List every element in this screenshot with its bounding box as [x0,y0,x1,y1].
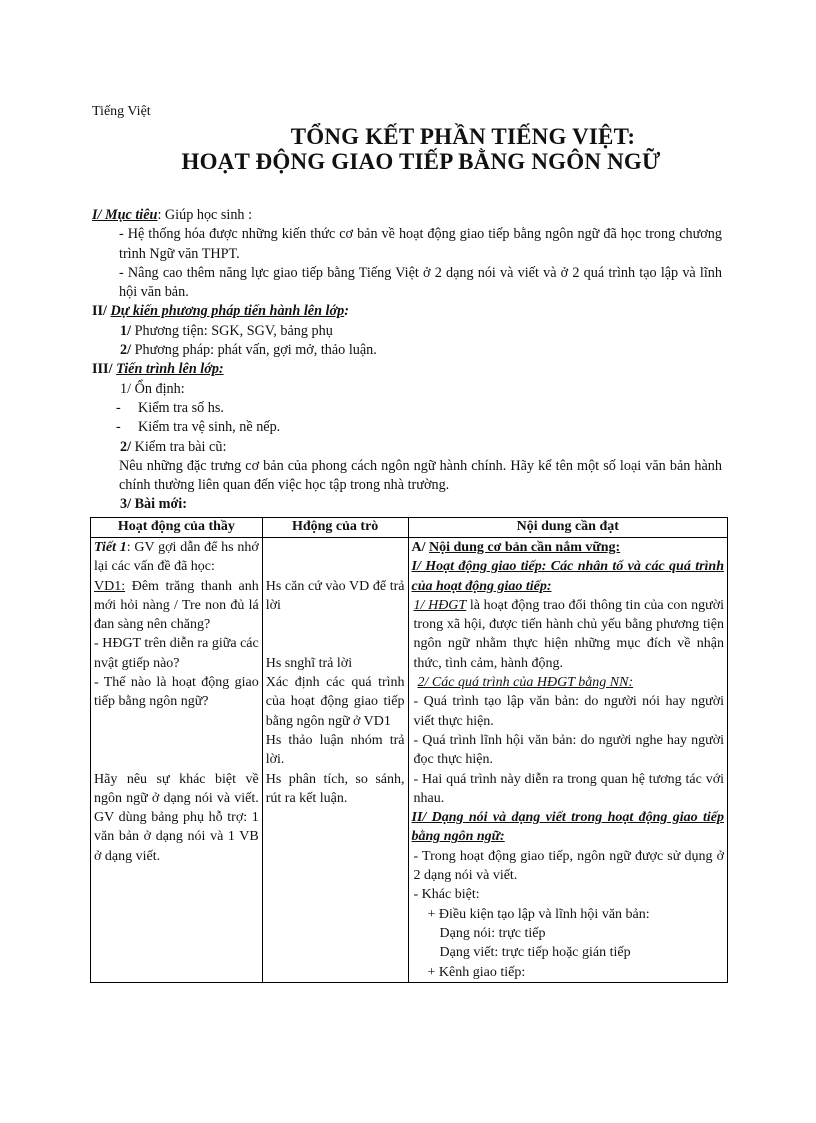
method-2-text: Phương pháp: phát vấn, gợi mở, thảo luận. [131,342,377,359]
step-2 [92,438,722,457]
process-heading-line [92,360,722,379]
method-1-num: 1/ [120,322,132,339]
spacer [266,538,405,577]
methods-colon: : [344,303,349,320]
definition-text: là hoạt động trao đổi thông tin của con người trong xã hội, được tiến hành chủ yếu bằng phương tiện ngôn ngữ nhằm thực hiện những mục đích về nhận thức, tình cảm, hành động. [413,597,724,671]
step-2-num: 2/ [120,438,132,455]
student-answer-5: Hs phân tích, so sánh, rút ra kết luận. [265,771,405,806]
step-1-item-2 [92,418,722,437]
table-row [91,538,728,983]
diff-sub-2: + Kênh giao tiếp: [427,964,526,980]
vd1-label: VD1: [94,578,126,594]
vd1-line [94,577,259,635]
tiet-1-label: Tiết 1 [94,540,127,555]
header-teacher: Hoạt động của thầy [91,518,263,538]
process-prefix: III/ [92,361,117,378]
step-3: 3/ Bài mới: [120,496,187,513]
section-a-line [412,538,724,557]
method-1-text: Phương tiện: SGK, SGV, bảng phụ [131,322,333,339]
vd1-text: Đêm trăng thanh anh mới hỏi nàng / Tre non đủ lá đan sàng nên chăng? [94,578,259,633]
diff-sub-1-spoken: Dạng nói: trực tiếp [439,925,546,941]
lesson-plan-body [92,206,722,515]
diff-bullet-1: - Trong hoạt động giao tiếp, ngôn ngữ được sử dụng ở 2 dạng nói và viết. [413,848,724,884]
section-a-prefix: A/ [411,540,430,555]
method-2-num: 2/ [120,342,132,359]
methods-prefix: II/ [92,303,111,320]
diff-sub-1-written: Dạng viết: trực tiếp hoặc gián tiếp [439,945,631,961]
dash-1: - [116,399,121,416]
spacer [266,615,405,654]
title-line-2: HOẠT ĐỘNG GIAO TIẾP BẰNG NGÔN NGỮ [181,149,661,174]
method-2 [92,341,722,360]
process-bullet-2: - Quá trình lĩnh hội văn bản: do người nghe hay người đọc thực hiện. [413,732,724,768]
objectives-intro: : Giúp học sinh : [157,207,253,223]
student-answer-3: Xác định các quá trình của hoạt động giao tiếp bằng ngôn ngữ ở VD1 [265,675,405,729]
method-1 [92,322,722,341]
definition-hdgt [412,596,724,673]
methods-heading-line [92,302,722,321]
title-line-1: TỔNG KẾT PHẦN TIẾNG VIỆT: [290,124,636,149]
definition-label: 1/ HĐGT [413,597,467,613]
diff-bullet-2: - Khác biệt: [413,887,480,903]
process-bullet-1: - Quá trình tạo lập văn bản: do người nói hay người viết thực hiện. [413,694,724,729]
section-i-heading: I/ Hoạt động giao tiếp: Các nhân tố và các quá trình của hoạt động giao tiếp: [411,559,724,594]
student-answer-2: Hs snghĩ trả lời [265,655,353,671]
diff-sub-1: + Điều kiện tạo lập và lĩnh hội văn bản: [427,906,650,922]
step-2-text: Kiểm tra bài cũ: [131,438,227,455]
section-ii-heading: II/ Dạng nói và dạng viết trong hoạt động giao tiếp bằng ngôn ngữ: [411,810,724,845]
header-content: Nội dung cần đạt [408,518,727,538]
section-a-heading: Nội dung cơ bản cần nắm vững: [429,540,621,555]
teacher-question-2: - Thế nào là hoạt động giao tiếp bằng ngôn ngữ? [94,675,259,710]
step-1: 1/ Ổn định: [120,380,185,397]
tiet-1-text: : GV gợi dẫn để hs nhớ lại các vấn đề đã học: [94,540,259,575]
table-header-row [91,518,728,538]
process-heading: Tiến trình lên lớp: [116,361,224,378]
teacher-activity-cell [91,538,263,983]
student-activity-cell [262,538,408,983]
dash-2: - [116,419,121,436]
step-2-question: Nêu những đặc trưng cơ bản của phong cách ngôn ngữ hành chính. Hãy kể tên một số loại văn bản hành chính thường liên quan đến việc học tập trong nhà trường. [119,457,722,494]
content-cell [408,538,727,983]
student-answer-1: Hs căn cứ vào VD để trả lời [265,578,405,613]
header-student: Hđộng của trò [262,518,408,538]
objectives-heading-line [92,206,722,225]
teacher-question-3: Hãy nêu sự khác biệt về ngôn ngữ ở dạng nói và viết. GV dùng bảng phụ hỗ trợ: 1 văn bản ở dạng nói và 1 VB ở dạng viết. [94,771,259,864]
objectives-heading: I/ Mục tiêu [92,207,158,223]
teacher-question-1: - HĐGT trên diễn ra giữa các nvật gtiếp nào? [94,636,259,671]
step-1-item-1-text: Kiểm tra số hs. [138,399,224,416]
spacer [94,712,259,770]
step-1-item-1 [92,399,722,418]
process-bullet-3: - Hai quá trình này diễn ra trong quan hệ tương tác với nhau. [413,771,724,806]
objective-1: - Hệ thống hóa được những kiến thức cơ bản về hoạt động giao tiếp bằng ngôn ngữ đã học trong chương trình Ngữ văn THPT. [119,226,722,262]
subject-label: Tiếng Việt [92,104,151,119]
tiet-1-line [94,538,259,577]
methods-heading: Dự kiến phương pháp tiến hành lên lớp [110,303,345,320]
step-1-item-2-text: Kiểm tra vệ sinh, nề nếp. [138,419,281,436]
lesson-table [90,517,728,983]
subsection-2-heading: 2/ Các quá trình của HĐGT bằng NN: [417,675,634,691]
student-answer-4: Hs thảo luận nhóm trả lời. [265,732,405,768]
objective-2: - Nâng cao thêm năng lực giao tiếp bằng Tiếng Việt ở 2 dạng nói và viết và ở 2 quá trình tạo lập và lĩnh hội văn bản. [119,264,722,301]
